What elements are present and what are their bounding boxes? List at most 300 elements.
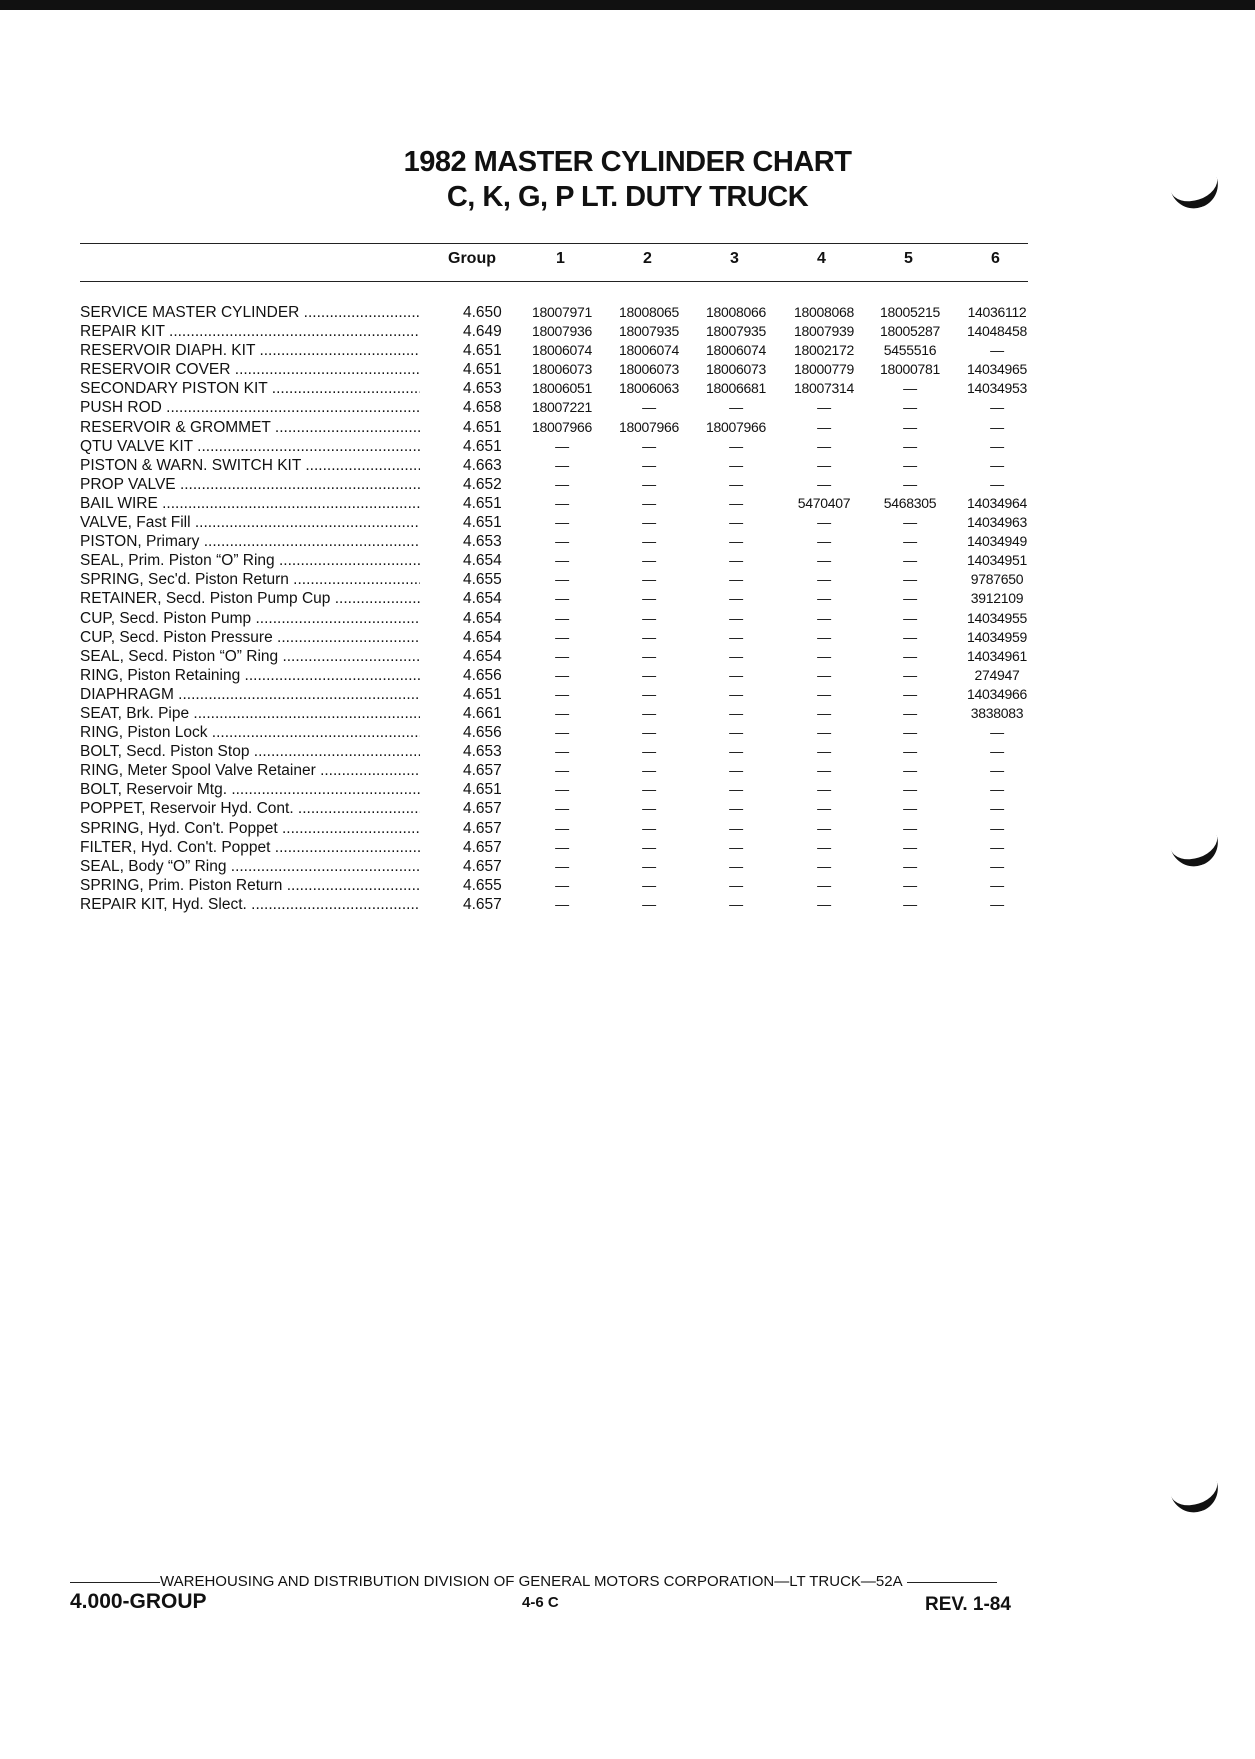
part-description: QTU VALVE KIT .....: [80, 437, 420, 456]
group-number: 4.654: [463, 590, 502, 608]
part-description: DIAPHRAGM .....: [80, 685, 420, 704]
part-number-cell: —: [990, 800, 1004, 817]
table-row: [0, 647, 1255, 666]
part-number-cell: —: [642, 456, 656, 473]
part-number-cell: —: [990, 456, 1004, 473]
part-number-cell: —: [817, 571, 831, 588]
column-header-6: 6: [991, 250, 1000, 267]
group-number: 4.651: [463, 514, 502, 532]
part-number-cell: —: [903, 743, 917, 760]
part-number-cell: 18000781: [880, 361, 940, 378]
footer-division: WAREHOUSING AND DISTRIBUTION DIVISION OF GENERAL MOTORS CORPORATION—LT TRUCK—52A: [160, 1573, 903, 1590]
part-number-cell: —: [817, 819, 831, 836]
binder-hole-mark: [1168, 1471, 1224, 1518]
part-description: SPRING, Prim. Piston Return .....: [80, 876, 420, 895]
part-number-cell: —: [903, 552, 917, 569]
part-number-cell: —: [990, 437, 1004, 454]
part-number-cell: —: [729, 685, 743, 702]
part-number-cell: —: [729, 456, 743, 473]
part-number-cell: —: [642, 704, 656, 721]
part-number-cell: —: [729, 647, 743, 664]
table-row: [0, 876, 1255, 895]
part-number-cell: 9787650: [970, 571, 1024, 588]
table-row: [0, 589, 1255, 608]
table-row: [0, 666, 1255, 685]
part-number-cell: 18008066: [706, 304, 766, 320]
part-number-cell: —: [729, 590, 743, 607]
part-number-cell: 18006074: [619, 342, 679, 359]
table-row: [0, 685, 1255, 704]
part-description: PROP VALVE .....: [80, 475, 420, 494]
part-description: RETAINER, Secd. Piston Pump Cup .....: [80, 589, 420, 608]
part-number-cell: —: [555, 590, 569, 607]
table-row: [0, 838, 1255, 857]
part-description: SERVICE MASTER CYLINDER .....: [80, 303, 420, 322]
part-number-cell: —: [729, 838, 743, 855]
part-number-cell: —: [903, 876, 917, 893]
part-number-cell: —: [555, 838, 569, 855]
part-number-cell: —: [903, 685, 917, 702]
part-number-cell: 18007221: [532, 399, 592, 416]
part-number-cell: —: [817, 704, 831, 721]
part-number-cell: —: [817, 895, 831, 912]
part-number-cell: —: [729, 533, 743, 550]
part-description: POPPET, Reservoir Hyd. Cont. .....: [80, 799, 420, 818]
part-number-cell: —: [817, 781, 831, 798]
part-number-cell: —: [903, 418, 917, 435]
group-number: 4.655: [463, 571, 502, 589]
part-number-cell: —: [729, 609, 743, 626]
part-number-cell: 18000779: [794, 361, 854, 378]
part-number-cell: —: [642, 514, 656, 531]
part-number-cell: —: [729, 399, 743, 416]
group-number: 4.654: [463, 552, 502, 570]
part-number-cell: —: [555, 628, 569, 645]
part-number-cell: —: [555, 609, 569, 626]
part-number-cell: —: [555, 762, 569, 779]
part-number-cell: —: [729, 666, 743, 683]
part-number-cell: —: [555, 514, 569, 531]
part-number-cell: —: [729, 724, 743, 741]
part-number-cell: —: [903, 609, 917, 626]
part-number-cell: —: [817, 800, 831, 817]
part-description: RING, Meter Spool Valve Retainer .....: [80, 761, 420, 780]
part-number-cell: —: [729, 437, 743, 454]
part-number-cell: —: [642, 609, 656, 626]
column-header-3: 3: [730, 250, 739, 267]
part-number-cell: —: [817, 685, 831, 702]
group-number: 4.651: [463, 685, 502, 703]
part-number-cell: —: [729, 514, 743, 531]
part-number-cell: —: [642, 857, 656, 874]
part-number-cell: —: [990, 418, 1004, 435]
part-number-cell: —: [729, 857, 743, 874]
part-description: BAIL WIRE .....: [80, 494, 420, 513]
part-number-cell: —: [555, 494, 569, 511]
table-row: [0, 494, 1255, 513]
part-number-cell: —: [903, 819, 917, 836]
part-number-cell: —: [990, 819, 1004, 836]
part-number-cell: —: [555, 437, 569, 454]
part-number-cell: 18006073: [706, 361, 766, 378]
part-number-cell: —: [555, 857, 569, 874]
part-number-cell: 14034966: [967, 685, 1027, 702]
part-number-cell: —: [817, 724, 831, 741]
part-number-cell: —: [555, 724, 569, 741]
footer-page-number: 4-6 C: [522, 1594, 559, 1611]
table-row: [0, 819, 1255, 838]
column-header-1: 1: [556, 250, 565, 267]
part-number-cell: 18007935: [706, 323, 766, 340]
part-description: RESERVOIR DIAPH. KIT .....: [80, 341, 420, 360]
table-row: [0, 379, 1255, 398]
part-number-cell: —: [642, 876, 656, 893]
part-number-cell: 3838083: [970, 704, 1024, 721]
part-number-cell: —: [903, 781, 917, 798]
part-number-cell: 14034961: [967, 647, 1027, 664]
part-description: SECONDARY PISTON KIT .....: [80, 379, 420, 398]
group-number: 4.651: [463, 342, 502, 360]
part-number-cell: —: [729, 819, 743, 836]
part-number-cell: —: [642, 781, 656, 798]
group-number: 4.656: [463, 724, 502, 742]
part-number-cell: 18006063: [619, 380, 679, 397]
part-number-cell: —: [817, 514, 831, 531]
part-number-cell: 18007939: [794, 323, 854, 340]
part-number-cell: 18007314: [794, 380, 854, 397]
group-number: 4.650: [463, 304, 502, 321]
part-number-cell: —: [817, 437, 831, 454]
part-description: FILTER, Hyd. Con't. Poppet .....: [80, 838, 420, 857]
part-number-cell: —: [817, 456, 831, 473]
table-row: [0, 398, 1255, 417]
chart-subtitle: C, K, G, P LT. DUTY TRUCK: [446, 181, 809, 213]
part-number-cell: —: [642, 685, 656, 702]
part-number-cell: —: [729, 781, 743, 798]
part-number-cell: —: [903, 895, 917, 912]
part-number-cell: —: [903, 399, 917, 416]
table-row: [0, 475, 1255, 494]
footer-division-line: [70, 1573, 1035, 1590]
part-number-cell: —: [555, 533, 569, 550]
part-number-cell: —: [817, 418, 831, 435]
part-number-cell: —: [903, 628, 917, 645]
part-number-cell: —: [642, 743, 656, 760]
part-number-cell: 18007935: [619, 323, 679, 340]
part-number-cell: —: [817, 609, 831, 626]
part-number-cell: —: [642, 494, 656, 511]
table-row: [0, 303, 1255, 322]
group-number: 4.651: [463, 361, 502, 379]
part-number-cell: —: [903, 437, 917, 454]
part-number-cell: 14034951: [967, 552, 1027, 569]
group-number: 4.653: [463, 533, 502, 551]
part-number-cell: —: [903, 571, 917, 588]
column-header-group: Group: [448, 250, 496, 267]
table-row: [0, 895, 1255, 914]
part-number-cell: —: [817, 876, 831, 893]
part-number-cell: —: [729, 494, 743, 511]
group-number: 4.653: [463, 743, 502, 761]
part-number-cell: —: [729, 895, 743, 912]
group-number: 4.658: [463, 399, 502, 417]
footer-revision: REV. 1-84: [925, 1594, 1011, 1615]
group-number: 4.655: [463, 876, 502, 894]
part-number-cell: —: [729, 628, 743, 645]
part-number-cell: —: [903, 647, 917, 664]
part-number-cell: 14034964: [967, 494, 1027, 511]
column-header-4: 4: [817, 250, 826, 267]
part-number-cell: 18005215: [880, 304, 940, 320]
group-number: 4.654: [463, 628, 502, 646]
part-number-cell: —: [903, 533, 917, 550]
part-number-cell: —: [555, 456, 569, 473]
column-header-2: 2: [643, 250, 652, 267]
table-row: [0, 322, 1255, 341]
part-number-cell: —: [990, 857, 1004, 874]
part-number-cell: —: [903, 456, 917, 473]
table-row: [0, 456, 1255, 475]
table-row: [0, 857, 1255, 876]
table-row: [0, 341, 1255, 360]
part-number-cell: —: [555, 475, 569, 492]
part-number-cell: 14034965: [967, 361, 1027, 378]
part-number-cell: —: [990, 876, 1004, 893]
part-number-cell: —: [903, 666, 917, 683]
group-number: 4.656: [463, 666, 502, 684]
part-number-cell: 18007971: [532, 304, 592, 320]
part-number-cell: —: [729, 800, 743, 817]
part-description: SEAL, Body “O” Ring .....: [80, 857, 420, 876]
group-number: 4.657: [463, 762, 502, 780]
part-number-cell: —: [903, 800, 917, 817]
part-number-cell: —: [817, 399, 831, 416]
part-number-cell: —: [817, 666, 831, 683]
part-description: CUP, Secd. Piston Pump .....: [80, 609, 420, 628]
table-row: [0, 360, 1255, 379]
part-number-cell: —: [903, 590, 917, 607]
part-number-cell: —: [990, 762, 1004, 779]
part-number-cell: —: [903, 704, 917, 721]
part-number-cell: —: [642, 533, 656, 550]
part-number-cell: —: [990, 743, 1004, 760]
part-number-cell: —: [642, 552, 656, 569]
parts-table: [0, 303, 1255, 914]
part-number-cell: 18006074: [706, 342, 766, 359]
part-number-cell: —: [903, 380, 917, 397]
part-number-cell: —: [642, 895, 656, 912]
group-number: 4.651: [463, 418, 502, 436]
table-row: [0, 742, 1255, 761]
part-number-cell: 18006051: [532, 380, 592, 397]
part-number-cell: —: [729, 876, 743, 893]
part-description: SEAL, Prim. Piston “O” Ring .....: [80, 551, 420, 570]
part-description: RING, Piston Lock .....: [80, 723, 420, 742]
part-number-cell: —: [817, 743, 831, 760]
group-number: 4.654: [463, 609, 502, 627]
part-number-cell: —: [729, 552, 743, 569]
table-row: [0, 609, 1255, 628]
table-row: [0, 761, 1255, 780]
part-description: CUP, Secd. Piston Pressure .....: [80, 628, 420, 647]
table-row: [0, 704, 1255, 723]
part-number-cell: —: [903, 724, 917, 741]
part-description: SEAT, Brk. Pipe .....: [80, 704, 420, 723]
part-number-cell: 18008065: [619, 304, 679, 320]
part-description: SEAL, Secd. Piston “O” Ring .....: [80, 647, 420, 666]
table-row: [0, 437, 1255, 456]
part-number-cell: —: [642, 819, 656, 836]
footer-group: 4.000-GROUP: [70, 1590, 207, 1613]
part-number-cell: 18006073: [532, 361, 592, 378]
table-row: [0, 799, 1255, 818]
group-number: 4.651: [463, 781, 502, 799]
part-number-cell: —: [555, 666, 569, 683]
part-number-cell: —: [642, 590, 656, 607]
part-number-cell: —: [642, 724, 656, 741]
part-number-cell: 18008068: [794, 304, 854, 320]
table-row: [0, 723, 1255, 742]
part-number-cell: —: [817, 762, 831, 779]
part-number-cell: —: [555, 647, 569, 664]
part-number-cell: —: [555, 819, 569, 836]
column-header-5: 5: [904, 250, 913, 267]
part-number-cell: —: [555, 704, 569, 721]
table-row: [0, 532, 1255, 551]
part-description: REPAIR KIT .....: [80, 322, 420, 341]
part-description: PISTON & WARN. SWITCH KIT .....: [80, 456, 420, 475]
part-number-cell: 5455516: [883, 342, 937, 359]
group-number: 4.649: [463, 323, 502, 341]
part-number-cell: —: [729, 704, 743, 721]
group-number: 4.651: [463, 494, 502, 512]
part-number-cell: —: [990, 399, 1004, 416]
group-number: 4.657: [463, 800, 502, 818]
part-number-cell: 18006073: [619, 361, 679, 378]
part-number-cell: —: [555, 743, 569, 760]
part-number-cell: —: [555, 571, 569, 588]
part-number-cell: 5470407: [797, 494, 851, 511]
part-number-cell: —: [642, 762, 656, 779]
part-description: VALVE, Fast Fill .....: [80, 513, 420, 532]
part-number-cell: —: [903, 838, 917, 855]
part-number-cell: 18002172: [794, 342, 854, 359]
group-number: 4.652: [463, 475, 502, 493]
part-number-cell: —: [642, 666, 656, 683]
table-row: [0, 570, 1255, 589]
group-number: 4.654: [463, 647, 502, 665]
table-row: [0, 418, 1255, 437]
part-description: REPAIR KIT, Hyd. Slect. .....: [80, 895, 420, 914]
part-number-cell: —: [642, 571, 656, 588]
part-number-cell: —: [817, 628, 831, 645]
part-description: SPRING, Hyd. Con't. Poppet .....: [80, 819, 420, 838]
part-number-cell: 18007966: [706, 418, 766, 435]
part-number-cell: —: [729, 762, 743, 779]
part-number-cell: 274947: [974, 666, 1020, 683]
part-number-cell: 14034949: [967, 533, 1027, 550]
part-number-cell: 5468305: [883, 494, 937, 511]
part-number-cell: —: [817, 857, 831, 874]
part-description: RING, Piston Retaining .....: [80, 666, 420, 685]
part-number-cell: —: [817, 533, 831, 550]
part-number-cell: —: [642, 838, 656, 855]
part-description: RESERVOIR COVER .....: [80, 360, 420, 379]
part-description: BOLT, Secd. Piston Stop .....: [80, 742, 420, 761]
group-number: 4.663: [463, 456, 502, 474]
group-number: 4.653: [463, 380, 502, 398]
part-number-cell: 18005287: [880, 323, 940, 340]
chart-title: 1982 MASTER CYLINDER CHART: [403, 146, 852, 178]
header-top-rule: [80, 243, 1028, 244]
part-number-cell: —: [990, 724, 1004, 741]
table-row: [0, 780, 1255, 799]
part-number-cell: —: [817, 475, 831, 492]
part-number-cell: —: [990, 838, 1004, 855]
part-number-cell: —: [642, 475, 656, 492]
part-description: PUSH ROD .....: [80, 398, 420, 417]
table-row: [0, 513, 1255, 532]
part-number-cell: —: [555, 685, 569, 702]
part-number-cell: 18006074: [532, 342, 592, 359]
part-number-cell: —: [555, 552, 569, 569]
header-bottom-rule: [80, 281, 1028, 282]
part-number-cell: —: [990, 342, 1004, 359]
part-number-cell: 18006681: [706, 380, 766, 397]
part-number-cell: —: [817, 552, 831, 569]
part-number-cell: —: [729, 475, 743, 492]
part-number-cell: 18007936: [532, 323, 592, 340]
part-number-cell: —: [642, 399, 656, 416]
part-number-cell: —: [555, 876, 569, 893]
part-number-cell: 18007966: [532, 418, 592, 435]
table-row: [0, 551, 1255, 570]
group-number: 4.657: [463, 895, 502, 913]
part-number-cell: —: [555, 895, 569, 912]
part-number-cell: —: [642, 647, 656, 664]
part-number-cell: —: [903, 514, 917, 531]
part-number-cell: —: [729, 743, 743, 760]
part-number-cell: —: [729, 571, 743, 588]
part-number-cell: —: [990, 475, 1004, 492]
part-number-cell: —: [990, 781, 1004, 798]
part-number-cell: 18007966: [619, 418, 679, 435]
part-number-cell: —: [903, 762, 917, 779]
part-number-cell: 14034953: [967, 380, 1027, 397]
part-number-cell: —: [642, 800, 656, 817]
part-number-cell: —: [555, 781, 569, 798]
part-number-cell: —: [903, 475, 917, 492]
part-description: SPRING, Sec'd. Piston Return .....: [80, 570, 420, 589]
table-row: [0, 628, 1255, 647]
part-description: PISTON, Primary .....: [80, 532, 420, 551]
part-number-cell: —: [555, 800, 569, 817]
group-number: 4.657: [463, 819, 502, 837]
part-number-cell: —: [817, 647, 831, 664]
part-number-cell: 14034963: [967, 514, 1027, 531]
part-number-cell: —: [903, 857, 917, 874]
part-number-cell: 14034955: [967, 609, 1027, 626]
group-number: 4.657: [463, 857, 502, 875]
part-description: RESERVOIR & GROMMET .....: [80, 418, 420, 437]
group-number: 4.657: [463, 838, 502, 856]
top-edge-bar: [0, 0, 1255, 10]
part-number-cell: 3912109: [970, 590, 1024, 607]
part-number-cell: —: [817, 838, 831, 855]
part-number-cell: —: [817, 590, 831, 607]
group-number: 4.661: [463, 704, 502, 722]
part-description: BOLT, Reservoir Mtg. .....: [80, 780, 420, 799]
